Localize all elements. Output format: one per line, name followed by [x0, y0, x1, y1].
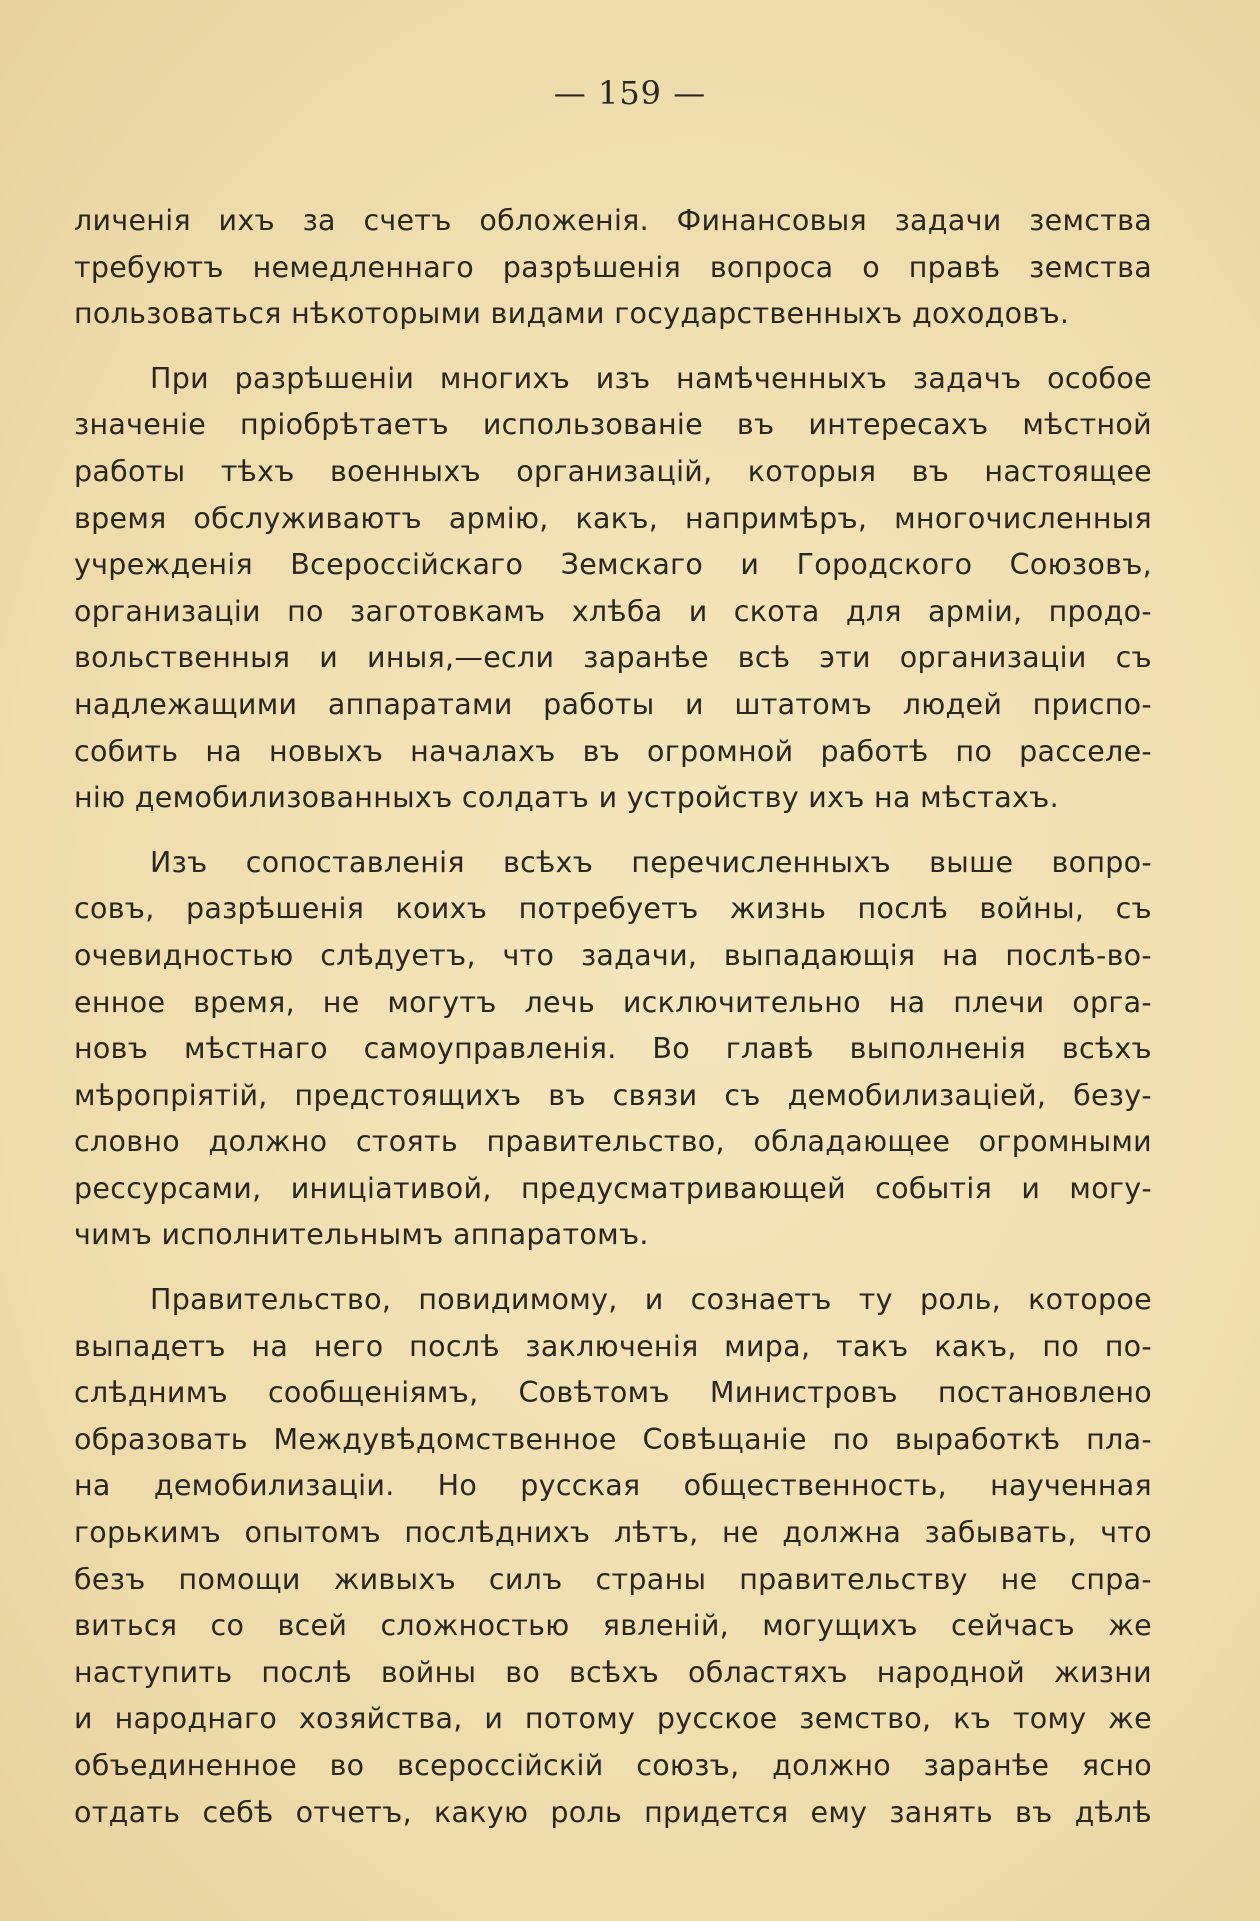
text-line: выпадетъ на него послѣ заключенія мира, такъ какъ, по по- [74, 1329, 1152, 1363]
text-line: мѣропріятій, предстоящихъ въ связи съ демобилизаціей, безу- [74, 1078, 1152, 1112]
text-line: организаціи по заготовкамъ хлѣба и скота для арміи, продо- [74, 594, 1152, 628]
text-line: надлежащими аппаратами работы и штатомъ людей приспо- [74, 687, 1152, 721]
paragraph-gap [74, 338, 1152, 356]
text-line: нію демобилизованныхъ солдатъ и устройству ихъ на мѣстахъ. [74, 781, 1059, 815]
text-line: чимъ исполнительнымъ аппаратомъ. [74, 1218, 649, 1252]
text-line: отдать себѣ отчетъ, какую роль придется ему занять въ дѣлѣ [74, 1795, 1152, 1829]
paragraph-gap [74, 822, 1152, 840]
text-line: образовать Междувѣдомственное Совѣщаніе по выработкѣ пла- [74, 1422, 1152, 1456]
text-line: собить на новыхъ началахъ въ огромной работѣ по расселе- [74, 734, 1152, 768]
text-line: слѣднимъ сообщеніямъ, Совѣтомъ Министровъ постановлено [74, 1376, 1152, 1410]
text-line: новъ мѣстнаго самоуправленія. Во главѣ выполненія всѣхъ [74, 1032, 1152, 1066]
paragraph [74, 840, 1152, 1259]
paragraph [74, 198, 1152, 338]
text-line: очевидностью слѣдуетъ, что задачи, выпадающія на послѣ-во- [74, 938, 1152, 972]
text-line: Изъ сопоставленія всѣхъ перечисленныхъ выше вопро- [150, 845, 1152, 879]
text-line: Правительство, повидимому, и сознаетъ ту роль, которое [150, 1283, 1152, 1317]
paragraph-gap [74, 1259, 1152, 1277]
text-line: словно должно стоять правительство, обладающее огромными [74, 1125, 1152, 1159]
text-line: енное время, не могутъ лечь исключительно на плечи орга- [74, 985, 1152, 1019]
text-line: горькимъ опытомъ послѣднихъ лѣтъ, не должна забывать, что [74, 1516, 1152, 1550]
text-line: объединенное во всероссійскій союзъ, должно заранѣе ясно [74, 1749, 1152, 1782]
text-line: и народнаго хозяйства, и потому русское земство, къ тому же [74, 1702, 1152, 1736]
paragraph [74, 356, 1152, 822]
text-line: При разрѣшеніи многихъ изъ намѣченныхъ задачъ особое [150, 361, 1152, 395]
text-line: пользоваться нѣкоторыми видами государственныхъ доходовъ. [74, 297, 1070, 331]
page-number: — 159 — [553, 74, 707, 112]
text-line: требуютъ немедленнаго разрѣшенія вопроса о правѣ земства [74, 250, 1152, 284]
text-line: вольственныя и иныя,—если заранѣе всѣ эти организаціи съ [74, 641, 1152, 675]
text-line: виться со всей сложностью явленій, могущихъ сейчасъ же [74, 1609, 1152, 1643]
text-line: рессурсами, иниціативой, предусматривающей событія и могу- [74, 1171, 1152, 1205]
text-line: учрежденія Всероссійскаго Земскаго и Городского Союзовъ, [74, 548, 1152, 582]
text-line: личенія ихъ за счетъ обложенія. Финансовыя задачи земства [74, 204, 1152, 237]
text-line: значеніе пріобрѣтаетъ использованіе въ интересахъ мѣстной [74, 408, 1152, 442]
text-line: время обслуживаютъ армію, какъ, напримѣръ, многочисленныя [74, 501, 1152, 535]
text-line: на демобилизаціи. Но русская общественность, наученная [74, 1469, 1152, 1503]
page-text [74, 198, 1152, 1836]
text-line: работы тѣхъ военныхъ организацій, которыя въ настоящее [74, 454, 1152, 488]
text-line: наступить послѣ войны во всѣхъ областяхъ народной жизни [74, 1655, 1152, 1689]
text-line: совъ, разрѣшенія коихъ потребуетъ жизнь послѣ войны, съ [74, 892, 1152, 926]
paragraph [74, 1277, 1152, 1836]
text-line: безъ помощи живыхъ силъ страны правительству не спра- [74, 1562, 1152, 1596]
